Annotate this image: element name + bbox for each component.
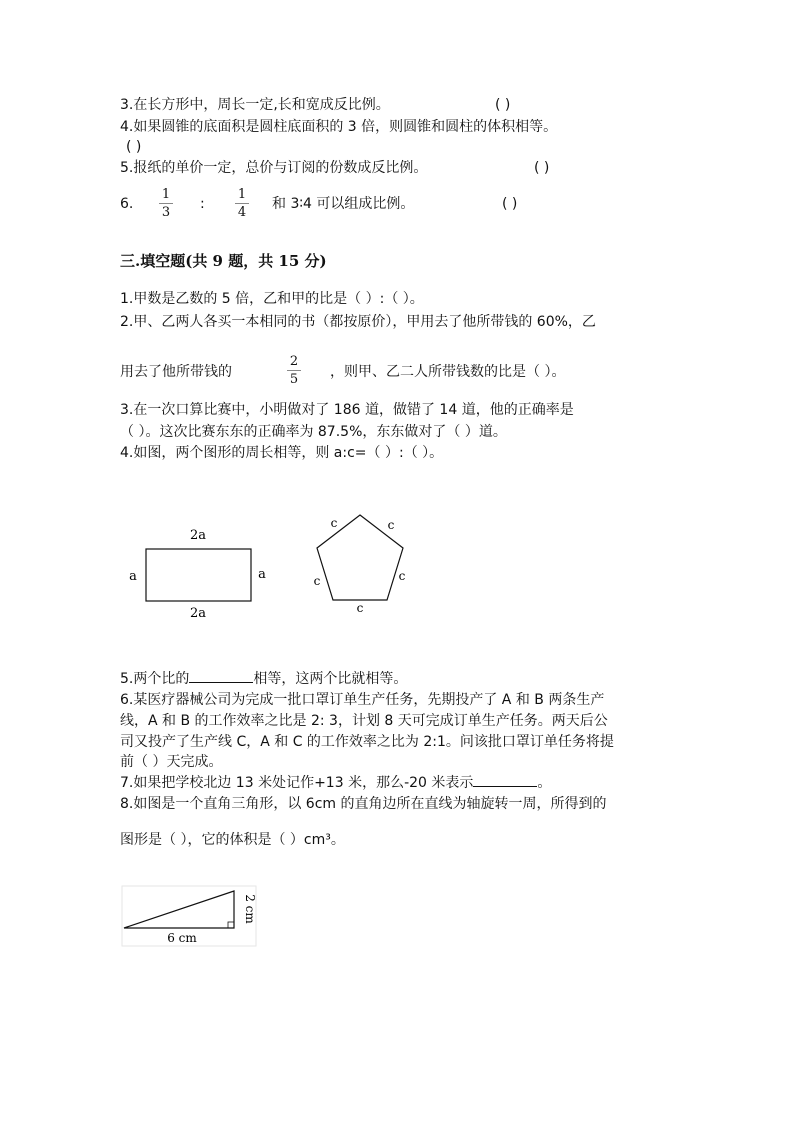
fill-q2-frac-denominator: 5: [289, 372, 299, 387]
judge-q4: 4.如果圆锥的底面积是圆柱底面积的 3 倍，则圆锥和圆柱的体积相等。: [120, 119, 558, 135]
fill-q3-line1: 3.在一次口算比赛中，小明做对了 186 道，做错了 14 道，他的正确率是: [120, 402, 574, 418]
fraction-bar: [159, 203, 173, 204]
pentagon-side-label: c: [387, 518, 395, 532]
fill-q5-pre: 5.两个比的: [120, 671, 190, 687]
fill-q7-blank[interactable]: [473, 774, 537, 787]
judge-q6-frac2-numerator: 1: [237, 187, 247, 202]
fill-q2-pre: 用去了他所带钱的: [120, 364, 232, 380]
judge-q6-answer-paren[interactable]: ( ): [502, 196, 518, 212]
judge-q6-fraction-1: [156, 187, 176, 220]
judge-q3-answer-paren[interactable]: ( ): [495, 97, 511, 113]
fill-q2-line1: 2.甲、乙两人各买一本相同的书（都按原价），甲用去了他所带钱的 60%，乙: [120, 314, 596, 330]
fill-q2-frac-numerator: 2: [289, 354, 299, 369]
fill-q5-post: 相等，这两个比就相等。: [253, 671, 408, 687]
triangle-height-label: 2 cm: [243, 894, 257, 924]
fill-q7: [120, 773, 551, 793]
pentagon-side-label: c: [330, 516, 338, 530]
rect-label-top: 2a: [189, 528, 207, 543]
judge-q6-colon: :: [200, 196, 205, 212]
judge-q6-fraction-2: [232, 187, 252, 220]
judge-q6-text: 和 3∶4 可以组成比例。: [272, 196, 415, 212]
fill-q6-line3: 司又投产了生产线 C，A 和 C 的工作效率之比为 2:1。问该批口罩订单任务将提: [120, 734, 614, 750]
judge-q5: 5.报纸的单价一定，总价与订阅的份数成反比例。: [120, 160, 428, 176]
right-angle-mark: [228, 922, 234, 928]
judge-q3: [120, 95, 390, 115]
fill-q6-line4: 前（ ）天完成。: [120, 754, 223, 770]
judge-q6-frac2-denominator: 4: [237, 205, 247, 220]
fill-q4: 4.如图，两个图形的周长相等，则 a:c=（ ）:（ ）。: [120, 445, 444, 461]
fill-q6-line1: 6.某医疗器械公司为完成一批口罩订单生产任务，先期投产了 A 和 B 两条生产: [120, 692, 605, 708]
judge-q3-text: 3.在长方形中，周长一定,长和宽成反比例。: [120, 97, 390, 113]
fill-q7-post: 。: [537, 775, 552, 791]
pentagon-side-label: c: [313, 574, 321, 588]
rectangle-shape: [146, 549, 251, 601]
pentagon-side-label: c: [398, 569, 406, 583]
fill-q2-fraction: [284, 354, 304, 387]
judge-q5-answer-paren[interactable]: ( ): [534, 160, 550, 176]
fill-q3-line2: （ ）。这次比赛东东的正确率为 87.5%，东东做对了（ ）道。: [120, 424, 507, 440]
fill-q5-blank[interactable]: [189, 670, 253, 683]
fill-q1: 1.甲数是乙数的 5 倍，乙和甲的比是（ ）:（ ）。: [120, 291, 424, 307]
fill-q5: [120, 669, 407, 689]
fraction-bar: [235, 203, 249, 204]
section-title-fill-in: 三.填空题(共 9 题，共 15 分): [120, 252, 327, 270]
judge-q6-frac1-denominator: 3: [161, 205, 171, 220]
judge-q4-answer-paren[interactable]: ( ): [126, 139, 142, 155]
judge-q6-number: 6.: [120, 196, 134, 212]
rect-label-bottom: 2a: [189, 606, 207, 621]
fill-q6-line2: 线，A 和 B 的工作效率之比是 2: 3，计划 8 天可完成订单生产任务。两天后公: [120, 713, 608, 729]
fraction-bar: [287, 370, 301, 371]
judge-q6-frac1-numerator: 1: [161, 187, 171, 202]
triangle-base-label: 6 cm: [167, 931, 197, 945]
figure-rectangle: [120, 520, 270, 625]
fill-q2-post: ，则甲、乙二人所带钱数的比是（ ）。: [330, 364, 566, 380]
fill-q7-pre: 7.如果把学校北边 13 米处记作+13 米，那么-20 米表示: [120, 775, 474, 791]
fill-q8-line1: 8.如图是一个直角三角形，以 6cm 的直角边所在直线为轴旋转一周，所得到的: [120, 796, 607, 812]
figure-right-triangle: [120, 884, 260, 950]
triangle-shape: [124, 891, 234, 928]
figure-pentagon: [305, 505, 420, 615]
fill-q8-line2: 图形是（ ），它的体积是（ ）cm³。: [120, 832, 345, 848]
rect-label-left: a: [129, 569, 137, 584]
pentagon-side-label: c: [356, 601, 364, 615]
rect-label-right: a: [258, 567, 266, 582]
